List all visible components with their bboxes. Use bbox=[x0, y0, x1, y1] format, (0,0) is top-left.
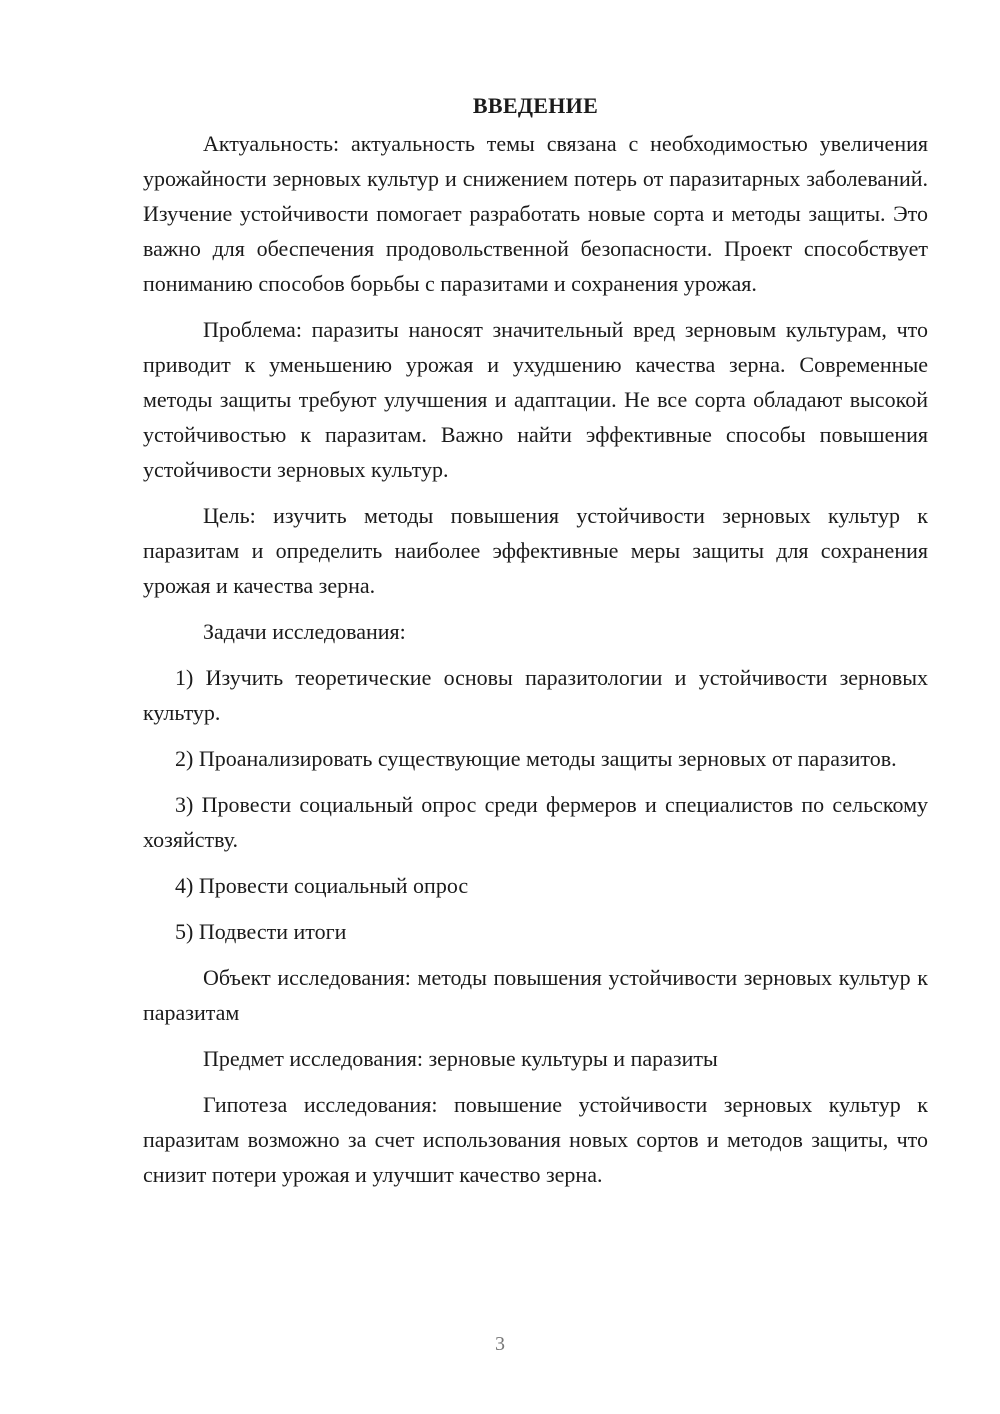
section-heading: ВВЕДЕНИЕ bbox=[472, 93, 599, 118]
paragraph-problem: Проблема: паразиты наносят значительный вред зерновым культурам, что приводит к уменьшению урожая и ухудшению качества зерна. Современные методы защиты требуют улучшения и адаптации. Не все сорта обладают высокой устойчивостью к паразитам. Важно найти эффективные способы повышения устойчивости зерновых культур. bbox=[143, 317, 928, 482]
document-page bbox=[143, 90, 928, 1192]
paragraph-object: Объект исследования: методы повышения устойчивости зерновых культур к паразитам bbox=[143, 965, 928, 1025]
task-item-1: 1) Изучить теоретические основы паразитологии и устойчивости зерновых культур. bbox=[143, 665, 928, 725]
paragraph-goal: Цель: изучить методы повышения устойчивости зерновых культур к паразитам и определить наиболее эффективные меры защиты для сохранения урожая и качества зерна. bbox=[143, 503, 928, 598]
paragraph-subject: Предмет исследования: зерновые культуры и паразиты bbox=[203, 1046, 718, 1071]
task-item-4: 4) Провести социальный опрос bbox=[175, 873, 469, 898]
task-item-3: 3) Провести социальный опрос среди фермеров и специалистов по сельскому хозяйству. bbox=[143, 792, 928, 852]
tasks-title: Задачи исследования: bbox=[203, 619, 406, 644]
paragraph-hypothesis: Гипотеза исследования: повышение устойчивости зерновых культур к паразитам возможно за счет использования новых сортов и методов защиты, что снизит потери урожая и улучшит качество зерна. bbox=[143, 1092, 928, 1187]
paragraph-relevance: Актуальность: актуальность темы связана с необходимостью увеличения урожайности зерновых культур и снижением потерь от паразитарных заболеваний. Изучение устойчивости помогает разработать новые сорта и методы защиты. Это важно для обеспечения продовольственной безопасности. Проект способствует пониманию способов борьбы с паразитами и сохранения урожая. bbox=[143, 131, 928, 296]
task-item-2: 2) Проанализировать существующие методы защиты зерновых от паразитов. bbox=[175, 746, 897, 771]
page-number: 3 bbox=[495, 1333, 505, 1355]
task-item-5: 5) Подвести итоги bbox=[175, 919, 347, 944]
